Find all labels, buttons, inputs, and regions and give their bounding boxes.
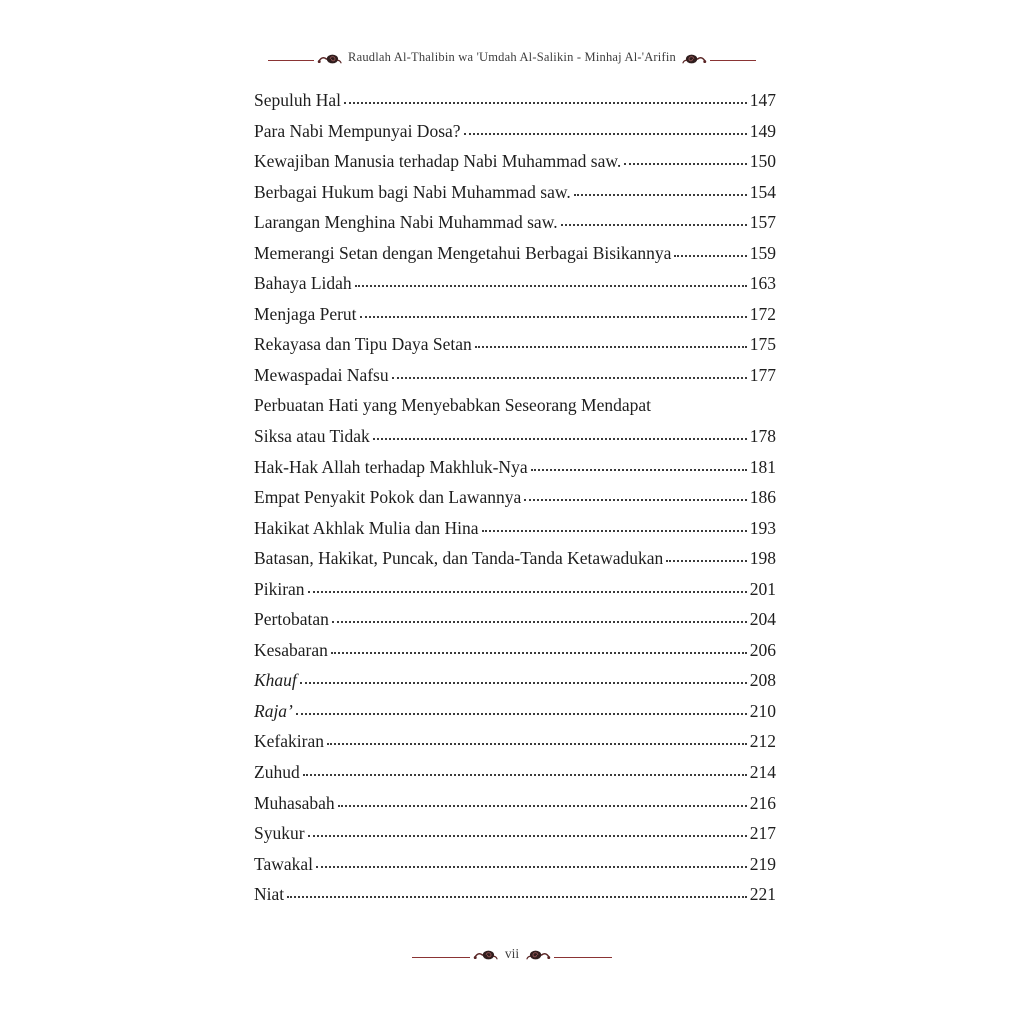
toc-entry-title: Memerangi Setan dengan Mengetahui Berbagai Bisikannya <box>254 242 672 263</box>
toc-entry-title: Kefakiran <box>254 731 324 752</box>
toc-entry-title: Muhasabah <box>254 792 335 813</box>
dot-leader <box>300 682 747 684</box>
page-number: 219 <box>749 853 776 874</box>
dot-leader <box>303 774 747 776</box>
toc-entry-title: Sepuluh Hal <box>254 90 342 110</box>
page-number: 198 <box>749 548 776 569</box>
toc-entry <box>254 849 776 880</box>
dot-leader <box>331 652 747 654</box>
toc-entry-title: Hak-Hak Allah terhadap Makhluk-Nya <box>254 456 528 477</box>
toc-entry-title: Menjaga Perut <box>254 303 357 324</box>
toc-entry <box>254 574 776 605</box>
toc-entry-title: Larangan Menghina Nabi Muhammad saw. <box>254 212 558 233</box>
dot-leader <box>475 346 747 348</box>
flourish-icon <box>314 53 344 65</box>
dot-leader <box>373 438 747 440</box>
page-number: 221 <box>749 884 776 905</box>
page-number: 177 <box>749 364 776 385</box>
page-number: 193 <box>749 517 776 538</box>
dot-leader <box>524 499 746 501</box>
toc-entry <box>254 390 776 421</box>
page-number: 163 <box>749 273 776 294</box>
dot-leader <box>666 560 746 562</box>
toc-entry-title: Raja’ <box>254 700 293 721</box>
running-footer <box>0 946 1024 962</box>
page-number: 178 <box>749 426 776 447</box>
page-number: 186 <box>749 487 776 508</box>
toc-entry-title: Siksa atau Tidak <box>254 426 370 447</box>
dot-leader <box>332 621 747 623</box>
toc-entry <box>254 452 776 483</box>
toc-entry <box>254 726 776 757</box>
toc-entry-title: Rekayasa dan Tipu Daya Setan <box>254 334 472 355</box>
flourish-icon <box>524 949 554 961</box>
page-number: 147 <box>749 90 776 110</box>
dot-leader <box>360 316 747 318</box>
toc-entry-title: Kesabaran <box>254 639 328 660</box>
page-number: 201 <box>749 578 776 599</box>
toc-entry-title: Khauf <box>254 670 297 691</box>
page-number: 210 <box>749 700 776 721</box>
page-number: 159 <box>749 242 776 263</box>
dot-leader <box>464 133 747 135</box>
toc-entry-title: Zuhud <box>254 762 300 783</box>
toc-entry-title: Pertobatan <box>254 609 329 630</box>
dot-leader <box>482 530 747 532</box>
dot-leader <box>287 896 747 898</box>
toc-entry <box>254 818 776 849</box>
toc-entry-title: Perbuatan Hati yang Menyebabkan Seseorang Mendapat <box>254 395 652 416</box>
toc-entry-title: Pikiran <box>254 578 305 599</box>
page-number: 206 <box>749 639 776 660</box>
toc-entry <box>254 329 776 360</box>
page-number: 217 <box>749 823 776 844</box>
page-number: 157 <box>749 212 776 233</box>
toc-entry <box>254 757 776 788</box>
running-header-title: Raudlah Al-Thalibin wa 'Umdah Al-Salikin - Minhaj Al-'Arifin <box>348 50 676 64</box>
header-rule-right <box>710 60 756 61</box>
dot-leader <box>308 835 747 837</box>
toc-entry <box>254 665 776 696</box>
page-number: 181 <box>749 456 776 477</box>
dot-leader <box>308 591 747 593</box>
dot-leader <box>338 805 747 807</box>
page-number: 204 <box>749 609 776 630</box>
dot-leader <box>296 713 747 715</box>
toc-entry <box>254 788 776 819</box>
toc-entry-title: Berbagai Hukum bagi Nabi Muhammad saw. <box>254 181 571 202</box>
dot-leader <box>574 194 747 196</box>
toc-entry-title: Kewajiban Manusia terhadap Nabi Muhammad saw. <box>254 151 622 172</box>
toc-entry-title: Batasan, Hakikat, Puncak, dan Tanda-Tanda Ketawadukan <box>254 548 664 569</box>
toc-entry-title: Empat Penyakit Pokok dan Lawannya <box>254 487 522 508</box>
toc-entry <box>254 238 776 269</box>
page-number: 149 <box>749 120 776 141</box>
page-number: 216 <box>749 792 776 813</box>
folio-page-number: vii <box>504 946 520 961</box>
toc-entry-title: Mewaspadai Nafsu <box>254 364 389 385</box>
dot-leader <box>624 163 747 165</box>
page-number: 175 <box>749 334 776 355</box>
dot-leader <box>327 743 747 745</box>
toc-entry-title: Niat <box>254 884 285 905</box>
toc-entry <box>254 696 776 727</box>
dot-leader <box>355 285 747 287</box>
toc-entry <box>254 85 776 116</box>
toc-entry <box>254 177 776 208</box>
dot-leader <box>316 866 747 868</box>
toc-entry-title: Para Nabi Mempunyai Dosa? <box>254 120 461 141</box>
page-number: 214 <box>749 762 776 783</box>
flourish-icon <box>470 949 500 961</box>
page-number: 212 <box>749 731 776 752</box>
dot-leader <box>674 255 746 257</box>
toc-entry-title: Hakikat Akhlak Mulia dan Hina <box>254 517 479 538</box>
toc-entry <box>254 513 776 544</box>
toc-entry <box>254 482 776 513</box>
dot-leader <box>392 377 747 379</box>
toc-entry <box>254 543 776 574</box>
toc-entry-title: Tawakal <box>254 853 314 874</box>
toc-entry <box>254 146 776 177</box>
toc-entry-title: Syukur <box>254 823 305 844</box>
footer-rule-left <box>412 957 470 958</box>
toc-entry <box>254 604 776 635</box>
running-header <box>0 50 1024 65</box>
dot-leader <box>531 469 747 471</box>
toc-entry <box>254 421 776 452</box>
toc-entry-title: Bahaya Lidah <box>254 273 352 294</box>
toc-entry <box>254 299 776 330</box>
toc-entry <box>254 879 776 910</box>
toc-entry <box>254 268 776 299</box>
dot-leader <box>561 224 747 226</box>
header-rule-left <box>268 60 314 61</box>
page-number: 150 <box>749 151 776 172</box>
page-number: 154 <box>749 181 776 202</box>
toc-entry <box>254 360 776 391</box>
footer-rule-right <box>554 957 612 958</box>
flourish-icon <box>680 53 710 65</box>
page-number: 172 <box>749 303 776 324</box>
toc-list <box>254 85 776 910</box>
toc-entry <box>254 635 776 666</box>
page-number: 208 <box>749 670 776 691</box>
toc-entry <box>254 207 776 238</box>
toc-entry <box>254 116 776 147</box>
dot-leader <box>344 102 747 104</box>
